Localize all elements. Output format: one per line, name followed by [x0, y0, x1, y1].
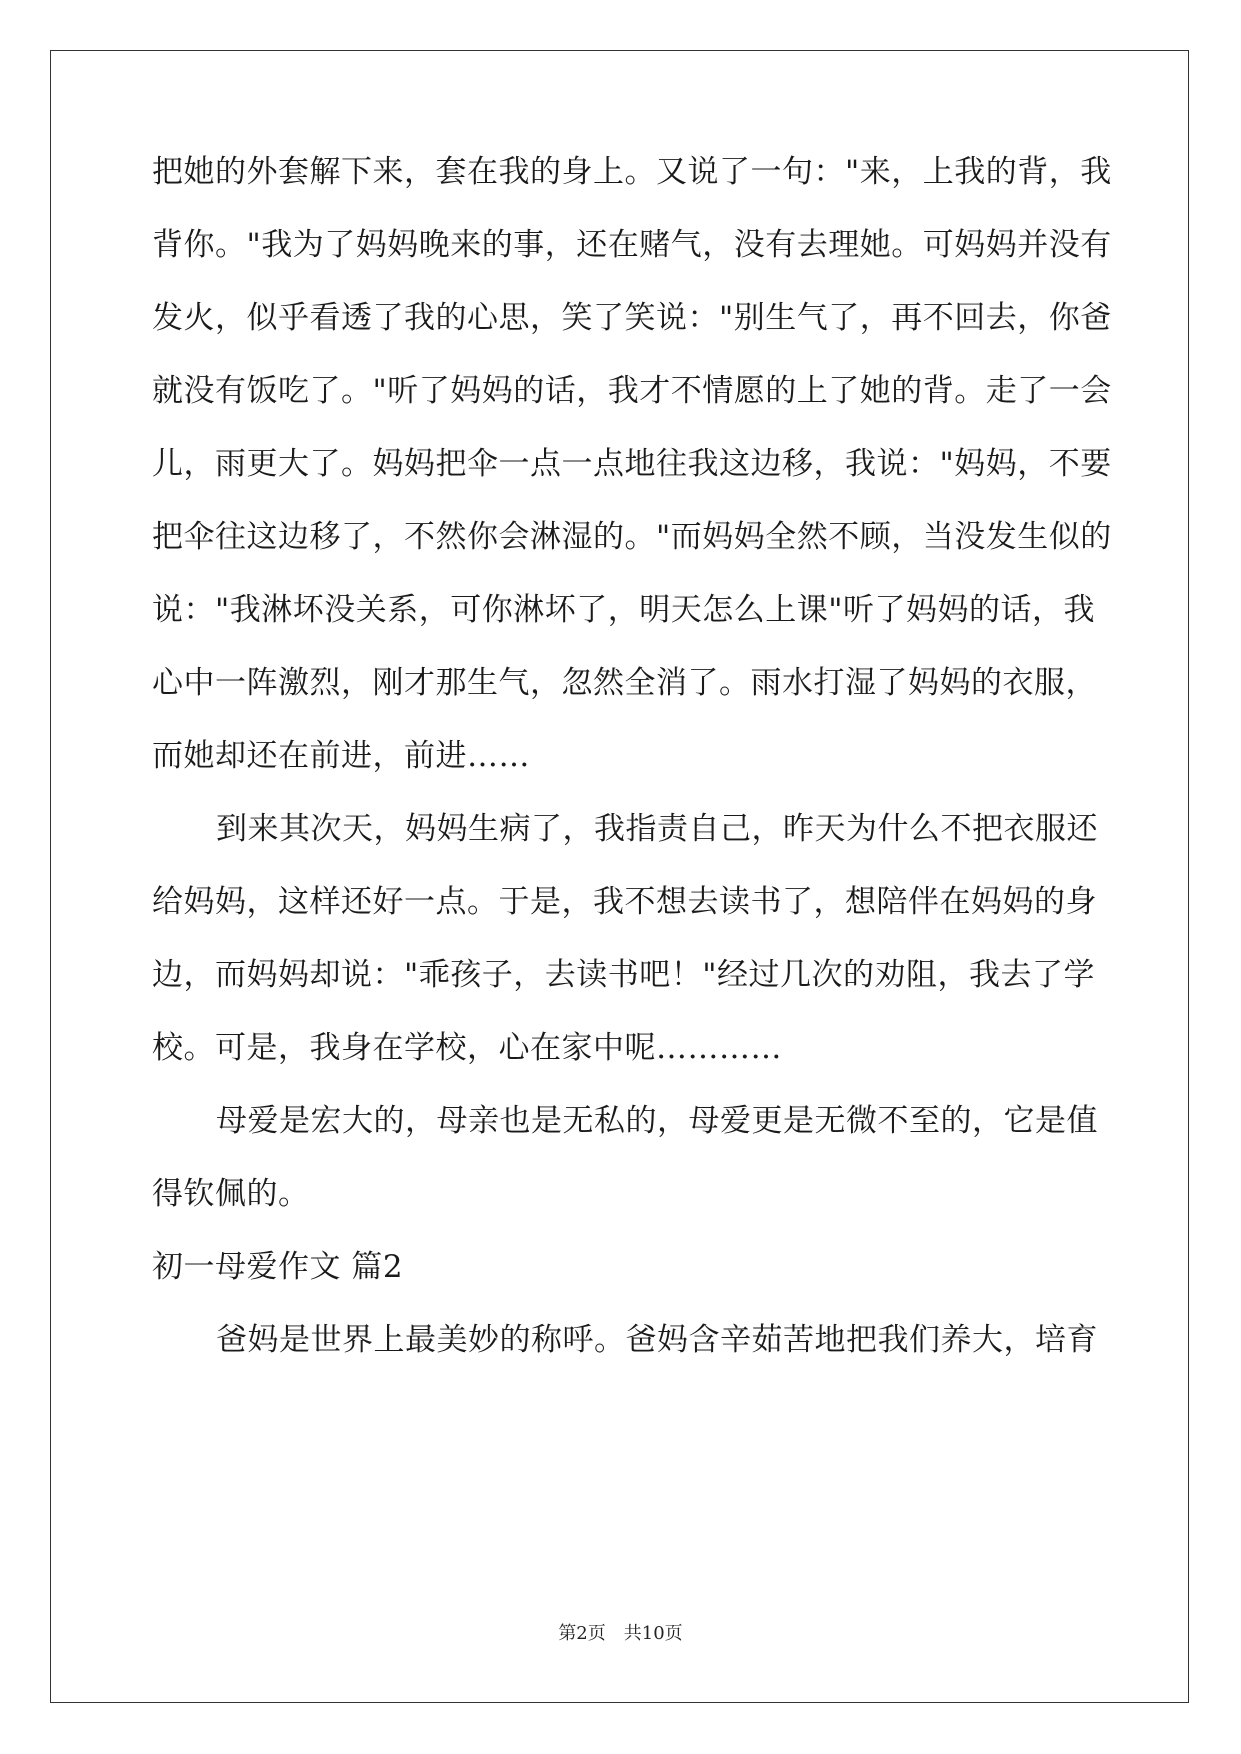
text-line: 发火，似乎看透了我的心思，笑了笑说："别生气了，再不回去，你爸: [152, 300, 1112, 336]
paragraph-first-line: 到来其次天，妈妈生病了，我指责自己，昨天为什么不把衣服还: [216, 811, 1098, 847]
text-line: 把她的外套解下来，套在我的身上。又说了一句："来，上我的背，我: [152, 154, 1112, 190]
text-line: 把伞往这边移了，不然你会淋湿的。"而妈妈全然不顾，当没发生似的: [152, 519, 1112, 555]
text-line: 得钦佩的。: [152, 1176, 310, 1212]
text-line: 给妈妈，这样还好一点。于是，我不想去读书了，想陪伴在妈妈的身: [152, 884, 1097, 920]
text-line: 校。可是，我身在学校，心在家中呢…………: [152, 1030, 782, 1066]
section-heading: 初一母爱作文 篇2: [152, 1249, 404, 1285]
paragraph-first-line: 爸妈是世界上最美妙的称呼。爸妈含辛茹苦地把我们养大，培育: [216, 1322, 1098, 1358]
text-line: 就没有饭吃了。"听了妈妈的话，我才不情愿的上了她的背。走了一会: [152, 373, 1112, 409]
paragraph-first-line: 母爱是宏大的，母亲也是无私的，母爱更是无微不至的，它是值: [216, 1103, 1098, 1139]
text-line: 说："我淋坏没关系，可你淋坏了，明天怎么上课"听了妈妈的话，我: [152, 592, 1096, 628]
text-line: 而她却还在前进，前进……: [152, 738, 530, 774]
text-line: 边，而妈妈却说："乖孩子，去读书吧！"经过几次的劝阻，我去了学: [152, 957, 1096, 993]
text-line: 背你。"我为了妈妈晚来的事，还在赌气，没有去理她。可妈妈并没有: [152, 227, 1112, 263]
page-number-footer: 第2页 共10页: [558, 1623, 683, 1644]
text-line: 心中一阵激烈，刚才那生气，忽然全消了。雨水打湿了妈妈的衣服，: [152, 665, 1097, 701]
text-line: 儿，雨更大了。妈妈把伞一点一点地往我这边移，我说："妈妈，不要: [152, 446, 1112, 482]
